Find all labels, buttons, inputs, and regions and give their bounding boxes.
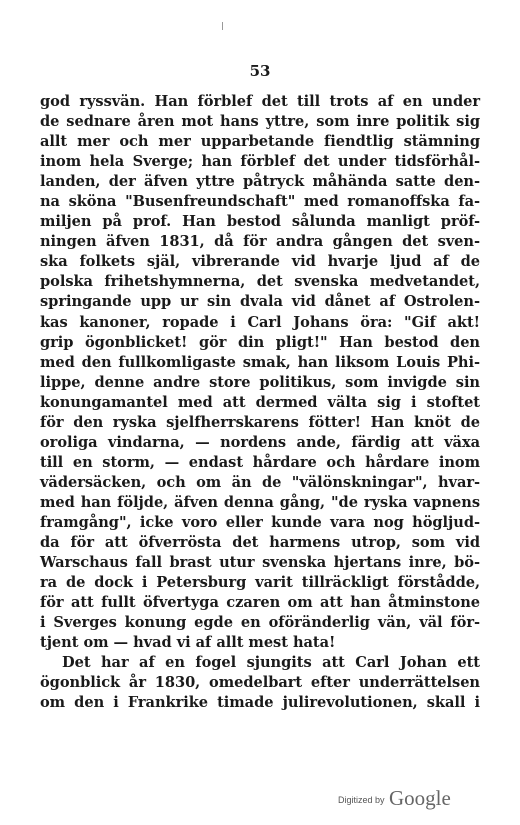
margin-mark xyxy=(222,22,223,30)
text-line: för att fullt öfvertyga czaren om att han åtminstone xyxy=(40,594,480,612)
text-line: de sednare åren mot hans yttre, som inre politik sig xyxy=(40,113,480,131)
text-line: oroliga vindarna, — nordens ande, färdig att växa xyxy=(40,433,480,451)
text-line: god ryssvän. Han förblef det till trots af en under xyxy=(40,93,480,110)
text-line: konungamantel med att dermed välta sig i stoftet xyxy=(40,393,480,411)
text-line: om den i Frankrike timade julirevolutionen, skall i xyxy=(40,694,480,712)
paragraph-start-line: Det har af en fogel sjungits att Carl Johan ett xyxy=(62,654,480,672)
text-line: na sköna "Busenfreundschaft" med romanoffska fa- xyxy=(40,193,480,211)
text-line: med han följde, äfven denna gång, "de ryska vapnens xyxy=(40,493,480,511)
text-line: för den ryska sjelfherrskarens fötter! Han knöt de xyxy=(40,413,480,431)
body-text xyxy=(40,92,480,713)
text-line: till en storm, — endast hårdare och hårdare inom xyxy=(40,453,480,471)
text-line: lippe, denne andre store politikus, som invigde sin xyxy=(40,373,480,391)
page-number: 53 xyxy=(249,62,271,80)
text-line: ra de dock i Petersburg varit tillräckligt förstådde, xyxy=(40,574,480,592)
text-line: med den fullkomligaste smak, han liksom Louis Phi- xyxy=(40,353,480,371)
text-line: polska frihetshymnerna, det svenska medvetandet, xyxy=(40,273,480,291)
text-line: Warschaus fall brast utur svenska hjertans inre, bö- xyxy=(40,554,480,572)
text-line: miljen på prof. Han bestod sålunda manligt pröf- xyxy=(40,213,480,231)
text-line: inom hela Sverge; han förblef det under tidsförhål- xyxy=(40,153,480,171)
watermark-prefix: Digitized by xyxy=(338,795,385,805)
text-line: kas kanoner, ropade i Carl Johans öra: "Gif akt! xyxy=(40,313,480,331)
google-logo: Google xyxy=(388,786,451,810)
text-line: allt mer och mer upparbetande fiendtlig stämning xyxy=(40,133,480,151)
text-line: framgång", icke voro eller kunde vara nog högljud- xyxy=(40,513,480,531)
text-line: grip ögonblicket! gör din pligt!" Han bestod den xyxy=(40,333,480,351)
text-line: i Sverges konung egde en oföränderlig vän, väl för- xyxy=(40,614,480,632)
digitized-by-google-watermark xyxy=(338,786,451,811)
text-line: ögonblick år 1830, omedelbart efter underrättelsen xyxy=(40,674,480,692)
text-line: ningen äfven 1831, då för andra gången det sven- xyxy=(40,233,480,251)
text-line: vädersäcken, och om än de "välönskningar", hvar- xyxy=(40,473,480,491)
text-line: tjent om — hvad vi af allt mest hata! xyxy=(40,634,336,652)
text-line: da för att öfverrösta det harmens utrop, som vid xyxy=(40,534,480,552)
text-line: springande upp ur sin dvala vid dånet af Ostrolen- xyxy=(40,293,480,311)
text-line: ska folkets själ, vibrerande vid hvarje ljud af de xyxy=(40,253,480,271)
text-line: landen, der äfven yttre påtryck måhända satte den- xyxy=(40,173,480,191)
